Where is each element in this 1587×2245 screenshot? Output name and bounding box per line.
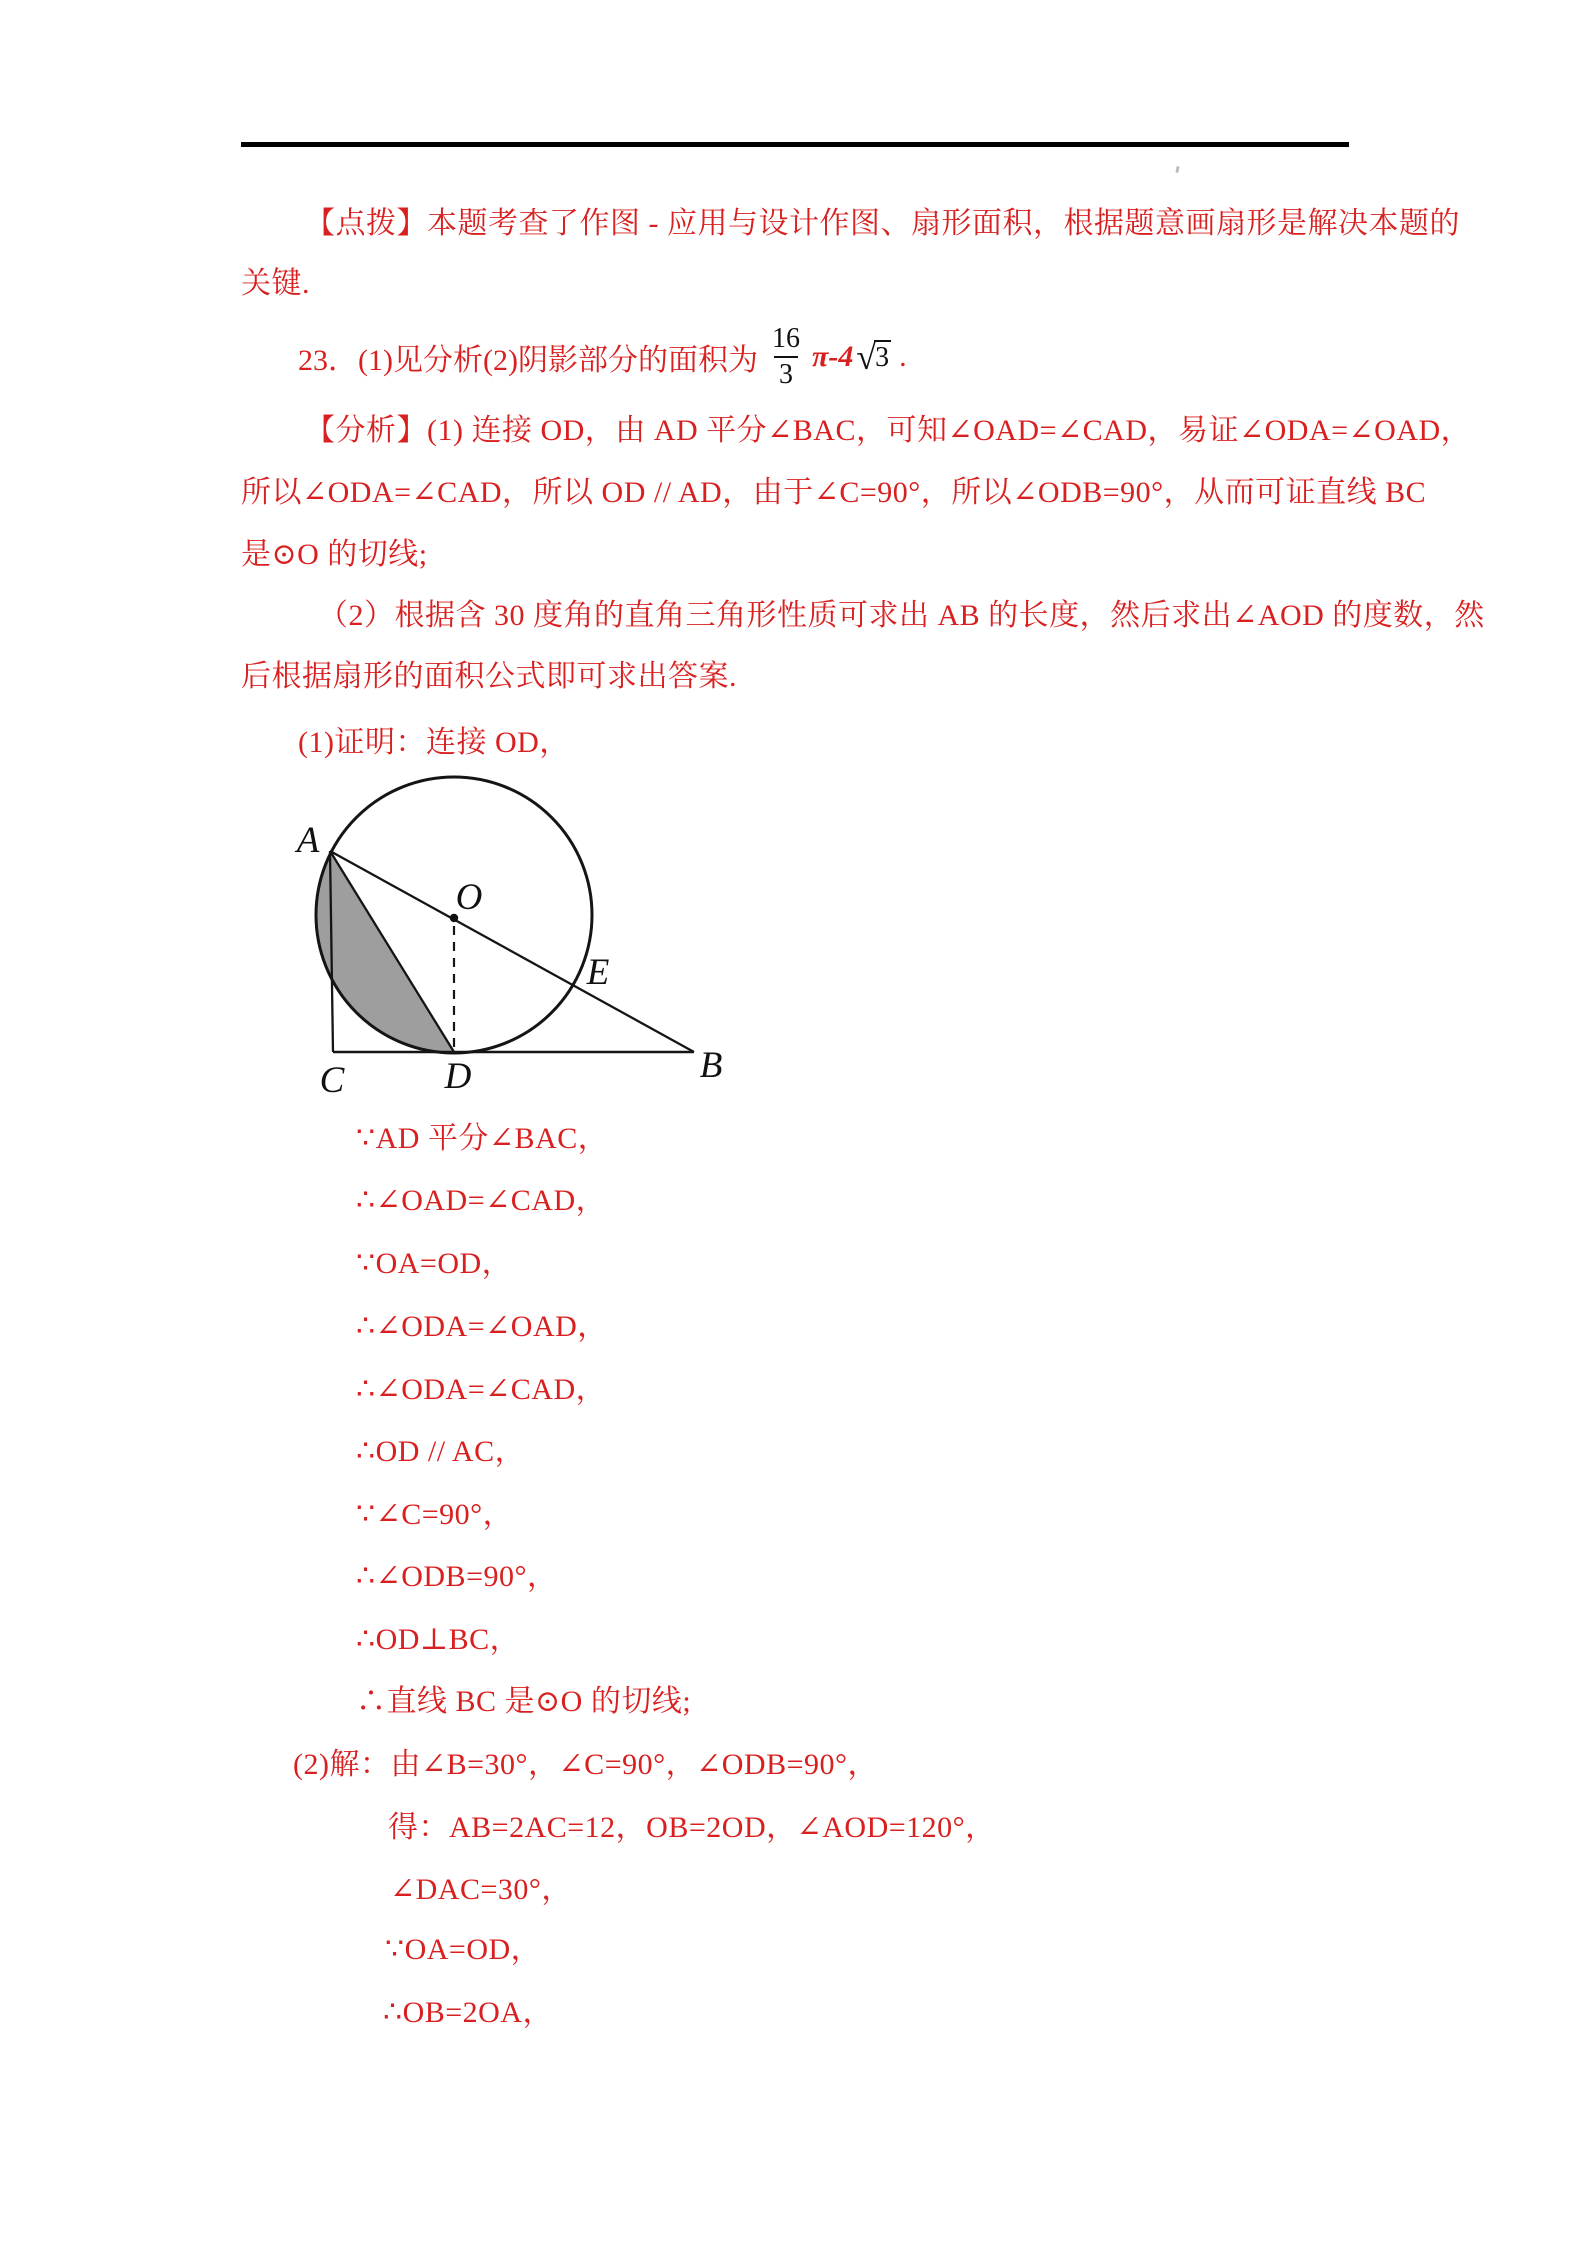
label-C: C: [319, 1060, 345, 1101]
remark-line-1: 【点拨】本题考查了作图 - 应用与设计作图、扇形面积，根据题意画扇形是解决本题的: [305, 207, 1460, 240]
proof2-line-5: ∴OB=2OA，: [383, 1996, 554, 2029]
proof1-line-9: ∴OD⊥BC，: [356, 1623, 521, 1656]
proof1-line-1: ∵AD 平分∠BAC，: [356, 1122, 609, 1155]
proof2-line-4: ∵OA=OD，: [385, 1933, 542, 1966]
proof1-line-8: ∴∠ODB=90°，: [356, 1560, 558, 1593]
analysis-line-4: （2）根据含 30 度角的直角三角形性质可求出 AB 的长度，然后求出∠AOD 的度数，然: [318, 599, 1485, 632]
proof1-line-7: ∵∠C=90°，: [356, 1498, 514, 1531]
analysis-line-1: 【分析】(1) 连接 OD，由 AD 平分∠BAC，可知∠OAD=∠CAD，易证∠ODA=∠OAD，: [305, 414, 1472, 447]
proof-heading: (1)证明：连接 OD，: [298, 726, 570, 759]
fraction-16-3: [767, 324, 805, 390]
label-A: A: [296, 820, 320, 861]
analysis-line-3: 是⊙O 的切线;: [241, 538, 428, 571]
label-D: D: [444, 1056, 472, 1097]
label-O: O: [455, 877, 483, 918]
stray-mark: [1175, 166, 1179, 173]
proof1-line-2: ∴∠OAD=∠CAD，: [356, 1184, 607, 1217]
answer-prefix: 23．(1)见分析(2)阴影部分的面积为: [298, 344, 758, 377]
proof2-line-1: (2)解：由∠B=30°，∠C=90°，∠ODB=90°，: [293, 1748, 878, 1781]
proof1-line-10: ∴直线 BC 是⊙O 的切线;: [356, 1685, 692, 1718]
proof1-line-4: ∴∠ODA=∠OAD，: [356, 1310, 608, 1343]
proof1-line-3: ∵OA=OD，: [356, 1247, 513, 1280]
remark-line-2: 关键.: [241, 267, 310, 300]
analysis-line-5: 后根据扇形的面积公式即可求出答案.: [241, 660, 737, 693]
fraction-numerator: 16: [771, 323, 800, 354]
analysis-line-2: 所以∠ODA=∠CAD，所以 OD // AD，由于∠C=90°，所以∠ODB=90°，从而可证直线 BC: [241, 476, 1427, 509]
answer-line: [298, 314, 907, 400]
radical-expression: [856, 337, 891, 377]
label-B: B: [699, 1045, 723, 1086]
answer-pi-term: π-4: [811, 340, 854, 373]
proof1-line-6: ∴OD // AC，: [356, 1435, 526, 1468]
page-divider-rule: [241, 142, 1349, 147]
proof1-line-5: ∴∠ODA=∠CAD，: [356, 1373, 607, 1406]
radical-sign: √: [856, 337, 877, 377]
fraction-denominator: 3: [774, 356, 798, 390]
answer-period: .: [899, 340, 907, 373]
label-E: E: [586, 952, 610, 993]
proof2-line-2: 得：AB=2AC=12，OB=2OD，∠AOD=120°，: [388, 1811, 996, 1844]
proof2-line-3: ∠DAC=30°，: [390, 1873, 572, 1906]
geometry-figure: [240, 755, 785, 1105]
radicand: 3: [875, 342, 890, 373]
